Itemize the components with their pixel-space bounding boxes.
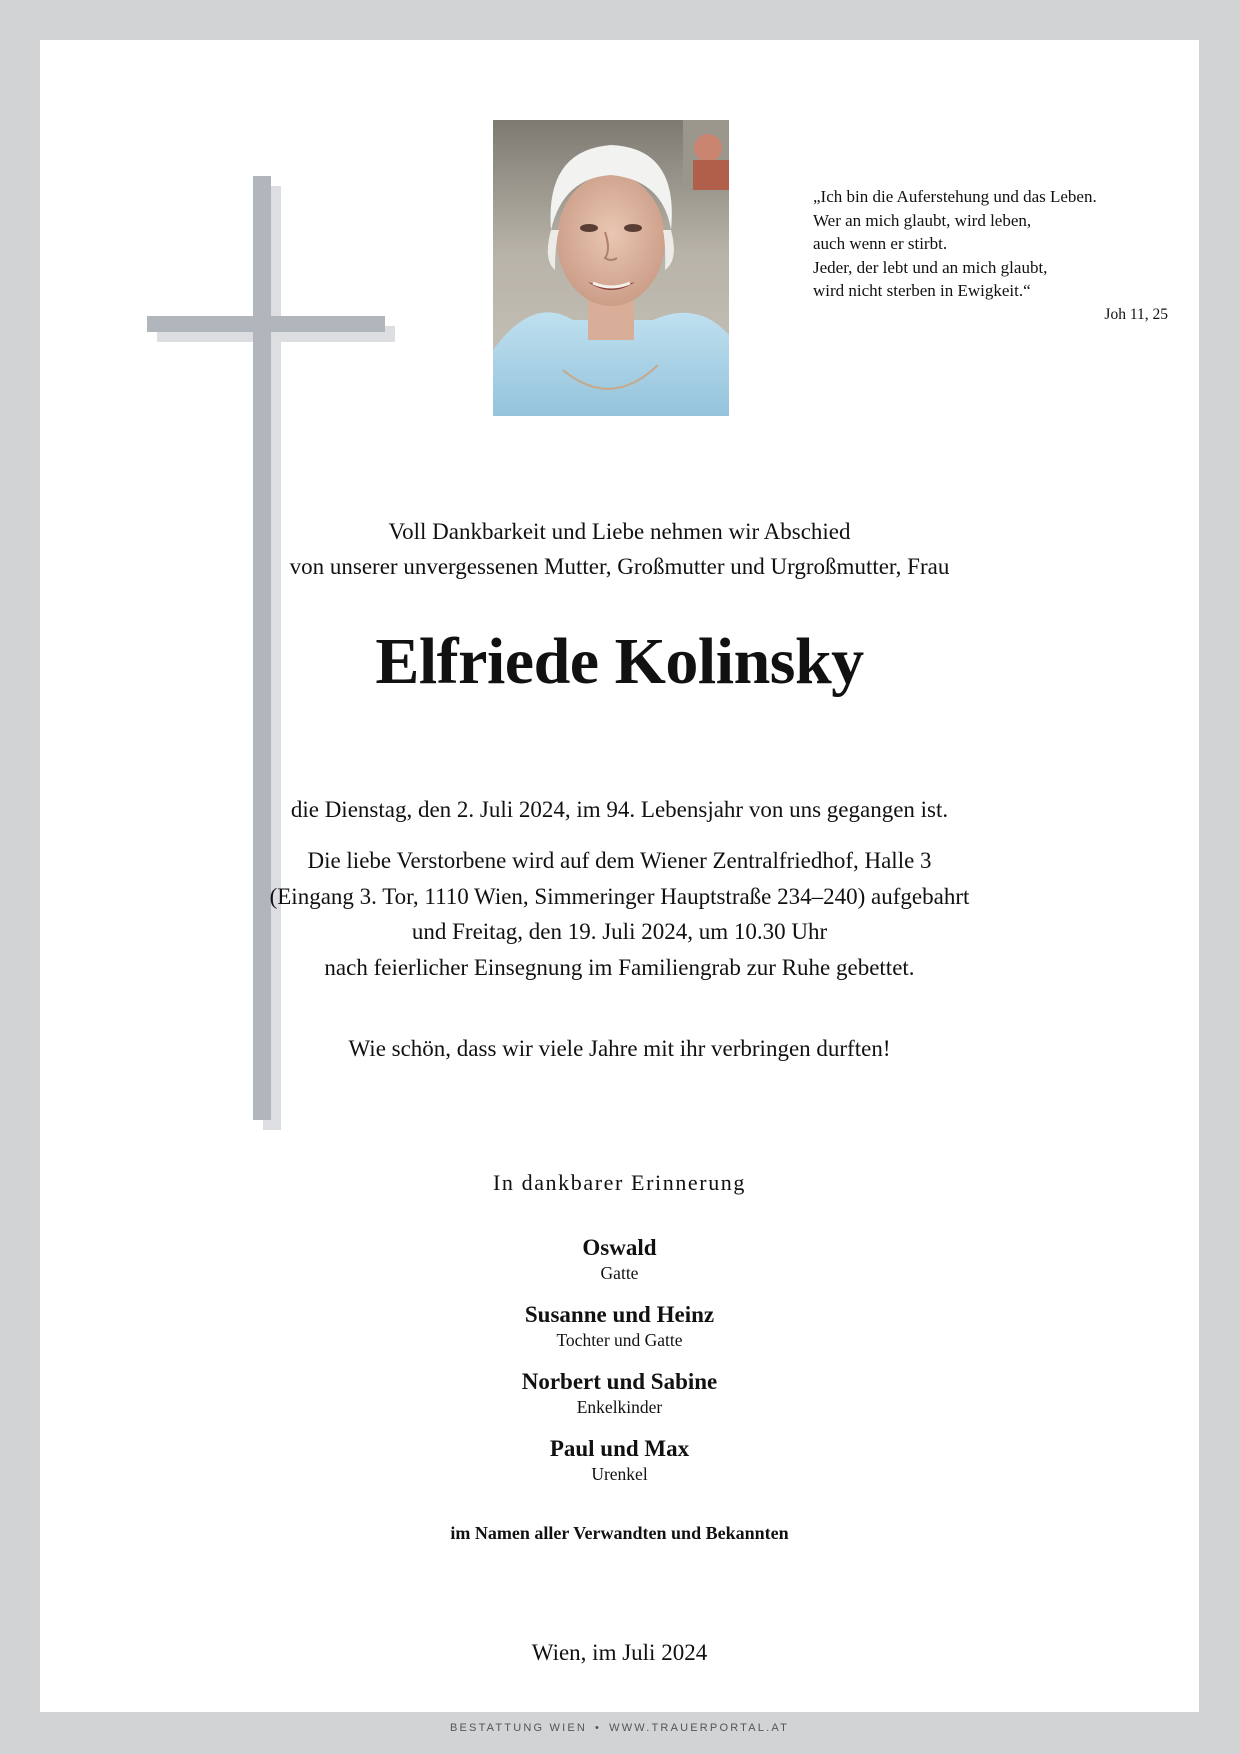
mourner-entry bbox=[40, 1368, 1199, 1418]
mourner-role: Tochter und Gatte bbox=[556, 1330, 683, 1350]
mourner-role: Urenkel bbox=[591, 1464, 648, 1484]
footer bbox=[40, 1720, 1199, 1736]
cross-beam-horizontal bbox=[147, 316, 385, 332]
mourners-list bbox=[40, 1234, 1199, 1502]
footer-website-link[interactable]: WWW.TRAUERPORTAL.AT bbox=[609, 1722, 790, 1734]
quote-line: „Ich bin die Auferstehung und das Leben. bbox=[813, 187, 1097, 206]
quote-line: wird nicht sterben in Ewigkeit.“ bbox=[813, 281, 1031, 300]
funeral-line: (Eingang 3. Tor, 1110 Wien, Simmeringer Hauptstraße 234–240) aufgebahrt bbox=[269, 883, 970, 909]
quote-line: auch wenn er stirbt. bbox=[813, 234, 948, 253]
remembrance-heading: In dankbarer Erinnerung bbox=[492, 1170, 747, 1195]
obituary-sheet bbox=[40, 40, 1199, 1734]
mourner-name: Norbert und Sabine bbox=[521, 1369, 718, 1394]
mourner-entry bbox=[40, 1234, 1199, 1284]
mourner-entry bbox=[40, 1435, 1199, 1485]
portrait-photo bbox=[493, 120, 729, 416]
mourner-role: Enkelkinder bbox=[576, 1397, 663, 1417]
footer-separator: • bbox=[595, 1722, 602, 1734]
quote-line: Wer an mich glaubt, wird leben, bbox=[813, 210, 1032, 230]
mourner-name: Oswald bbox=[582, 1235, 657, 1260]
funeral-line: und Freitag, den 19. Juli 2024, um 10.30 Uhr bbox=[411, 919, 828, 944]
funeral-details bbox=[40, 843, 1199, 985]
intro-text bbox=[40, 514, 1199, 584]
funeral-line: nach feierlicher Einsegnung im Familiengrab zur Ruhe gebettet. bbox=[324, 954, 915, 980]
all-relatives-line: im Namen aller Verwandten und Bekannten bbox=[450, 1523, 789, 1543]
death-notice: die Dienstag, den 2. Juli 2024, im 94. Lebensjahr von uns gegangen ist. bbox=[290, 797, 949, 822]
mourner-name: Susanne und Heinz bbox=[524, 1302, 715, 1327]
quote-reference: Joh 11, 25 bbox=[1104, 305, 1168, 323]
quote-line: Jeder, der lebt und an mich glaubt, bbox=[813, 257, 1048, 277]
mourner-entry bbox=[40, 1301, 1199, 1351]
place-date: Wien, im Juli 2024 bbox=[531, 1640, 708, 1665]
footer-company: BESTATTUNG WIEN bbox=[449, 1722, 588, 1734]
closing-sentence: Wie schön, dass wir viele Jahre mit ihr verbringen durften! bbox=[348, 1036, 891, 1061]
funeral-line: Die liebe Verstorbene wird auf dem Wiener Zentralfriedhof, Halle 3 bbox=[307, 848, 932, 873]
mourner-role: Gatte bbox=[600, 1263, 639, 1283]
mourner-name: Paul und Max bbox=[549, 1436, 690, 1461]
intro-line-2: von unserer unvergessenen Mutter, Großmutter und Urgroßmutter, Frau bbox=[289, 554, 950, 579]
deceased-name: Elfriede Kolinsky bbox=[375, 625, 864, 698]
bible-quote bbox=[813, 185, 1171, 326]
intro-line-1: Voll Dankbarkeit und Liebe nehmen wir Abschied bbox=[388, 519, 851, 544]
